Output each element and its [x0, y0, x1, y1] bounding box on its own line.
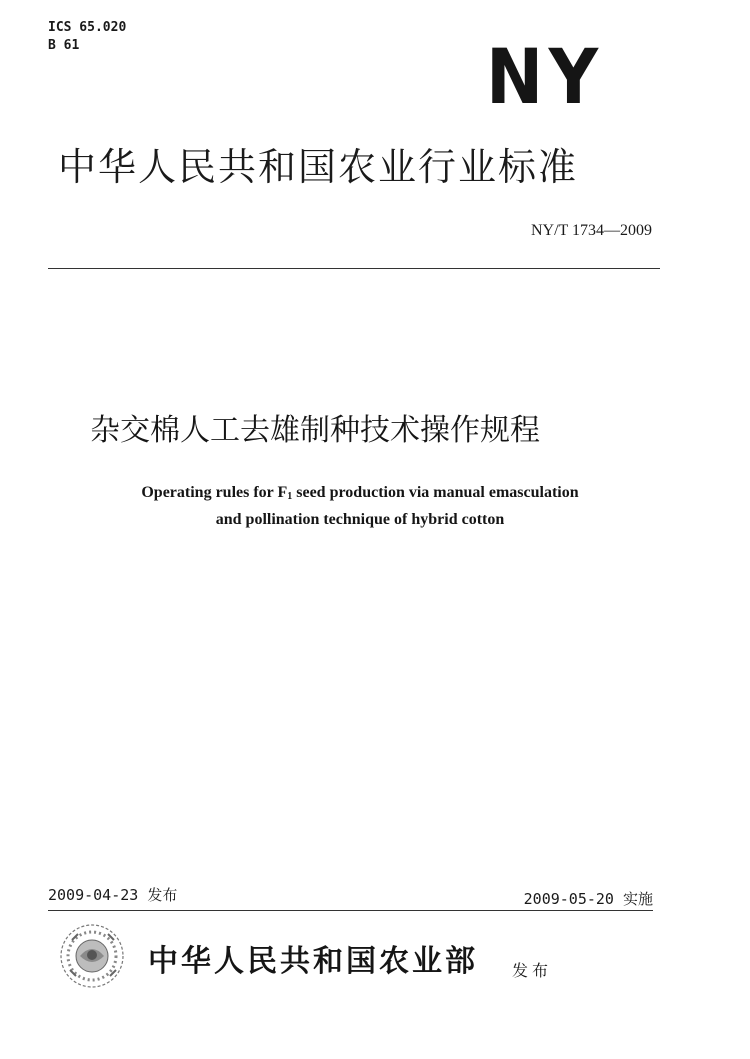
ny-logo: NY [486, 32, 604, 121]
title-en-line-1-end: seed production via manual emasculation [292, 484, 579, 501]
issue-date: 2009-04-23 发布 [48, 886, 178, 904]
issuing-ministry: 中华人民共和国农业部 [148, 944, 478, 979]
document-title-chinese: 杂交棉人工去雄制种技术操作规程 [90, 413, 540, 448]
ics-code: ICS 65.020 [48, 20, 127, 35]
ministry-emblem-icon [58, 922, 126, 990]
publish-label: 发布 [512, 961, 553, 980]
title-en-line-1-start: Operating rules for F [141, 484, 288, 501]
title-en-subscript: 1 [287, 491, 293, 502]
standard-number: NY/T 1734—2009 [530, 222, 652, 239]
document-title-english [60, 481, 660, 531]
title-en-line-1 [60, 481, 660, 508]
title-en-line-2: and pollination technique of hybrid cotton [215, 511, 505, 528]
implementation-date: 2009-05-20 实施 [523, 890, 653, 908]
footer-divider [48, 910, 653, 911]
ccs-code: B 61 [48, 38, 80, 53]
header-divider [48, 268, 660, 269]
standard-type-title: 中华人民共和国农业行业标准 [58, 145, 579, 189]
